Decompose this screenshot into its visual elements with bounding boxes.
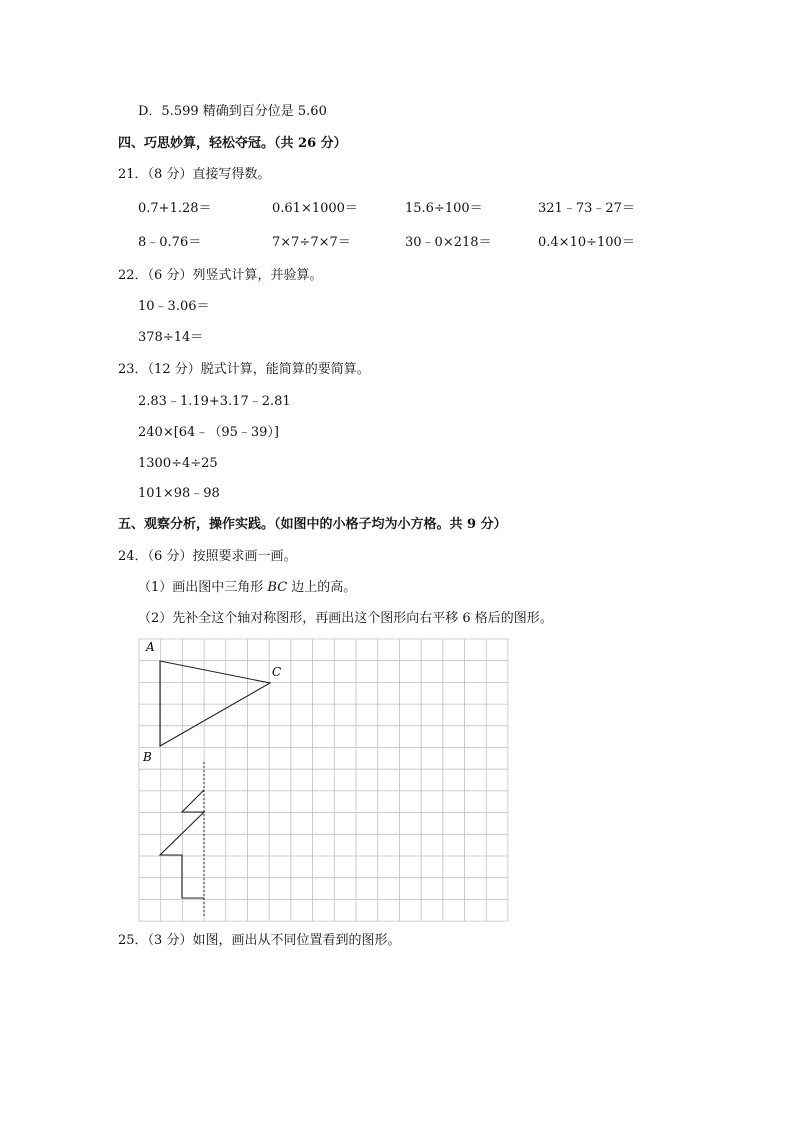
q22-item: 10﹣3.06＝ xyxy=(138,299,210,314)
grid-lines xyxy=(139,639,508,921)
q21-item: 0.61×1000＝ xyxy=(272,201,358,216)
q21-item: 30﹣0×218＝ xyxy=(405,235,492,250)
option-d: D．5.599 精确到百分位是 5.60 xyxy=(138,104,327,119)
q21-item: 7×7÷7×7＝ xyxy=(272,235,351,250)
q24-sub1-pre: （1）画出图中三角形 xyxy=(138,580,268,595)
q21-item: 8﹣0.76＝ xyxy=(138,235,202,250)
q23-title: 23．（12 分）脱式计算，能简算的要简算。 xyxy=(118,362,370,377)
q21-item: 15.6÷100＝ xyxy=(405,201,483,216)
label-c: C xyxy=(272,665,282,679)
q21-title: 21．（8 分）直接写得数。 xyxy=(118,167,271,182)
q25-title: 25．（3 分）如图，画出从不同位置看到的图形。 xyxy=(118,933,401,948)
q23-item: 2.83﹣1.19+3.17﹣2.81 xyxy=(138,394,291,409)
q21-item: 0.7+1.28＝ xyxy=(138,201,212,216)
label-b: B xyxy=(143,750,152,764)
section-5-heading: 五、观察分析，操作实践。（如图中的小格子均为小方格。共 9 分） xyxy=(118,517,507,532)
q24-title: 24．（6 分）按照要求画一画。 xyxy=(118,549,297,564)
q24-sub1-post: 边上的高。 xyxy=(287,580,357,595)
q23-item: 240×[64﹣（95﹣39）] xyxy=(138,425,279,440)
q22-item: 378÷14＝ xyxy=(138,330,204,345)
q24-sub1-var: BC xyxy=(267,580,288,595)
label-a: A xyxy=(146,640,155,654)
section-4-heading: 四、巧思妙算，轻松夺冠。（共 26 分） xyxy=(118,136,347,151)
q21-item: 0.4×10÷100＝ xyxy=(538,235,635,250)
q24-sub2: （2）先补全这个轴对称图形，再画出这个图形向右平移 6 格后的图形。 xyxy=(138,611,553,626)
q22-title: 22．（6 分）列竖式计算，并验算。 xyxy=(118,268,323,283)
q21-item: 321﹣73﹣27＝ xyxy=(538,201,635,216)
q23-item: 101×98﹣98 xyxy=(138,486,220,501)
q23-item: 1300÷4÷25 xyxy=(138,456,218,471)
triangle-abc xyxy=(160,661,270,746)
